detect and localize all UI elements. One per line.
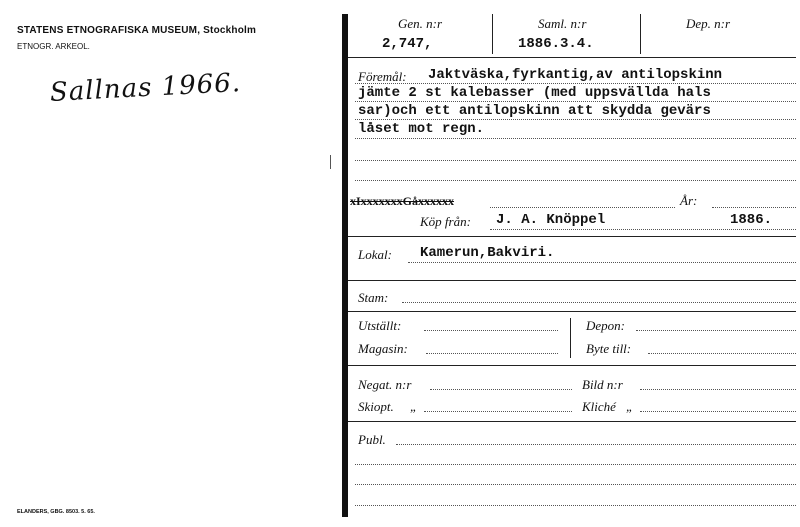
dotted-line [648,353,796,354]
section-rule [348,311,796,312]
dotted-line [355,505,796,506]
dotted-line [355,484,796,485]
section-rule [348,236,796,237]
dotted-line [355,83,796,84]
card-divider [342,14,348,517]
margin-mark [330,155,331,169]
dotted-line [424,411,572,412]
dotted-line [430,389,572,390]
foremal-label: Föremål: [358,69,407,84]
dotted-line [408,262,796,263]
dotted-line [355,464,796,465]
dotted-line [402,302,796,303]
magasin-label: Magasin: [358,341,408,356]
ar-label: År: [680,193,698,208]
publ-label: Publ. [358,432,386,447]
gen-value: 2,747, [382,36,433,52]
lokal-label: Lokal: [358,247,392,262]
utstallt-label: Utställt: [358,318,402,333]
dotted-line [355,160,796,161]
foremal-line-2: jämte 2 st kalebasser (med uppsvällda hals [358,85,711,101]
skiopt-ditto: „ [410,399,418,414]
dotted-line [424,330,558,331]
dotted-line [636,330,796,331]
acq-year: 1886. [730,212,773,228]
gen-label: Gen. n:r [398,16,443,31]
header-separator [640,14,641,54]
dotted-line [426,353,558,354]
depon-label: Depon: [586,318,625,333]
foremal-line-4: låset mot regn. [358,121,485,137]
negat-label: Negat. n:r [358,377,412,392]
dep-label: Dep. n:r [686,16,731,31]
byte-label: Byte till: [586,341,632,356]
section-rule [348,280,796,281]
storage-separator [570,318,571,358]
kop-label: Köp från: [420,214,471,229]
handwritten-note: Sallnas 1966. [49,68,242,108]
lokal-value: Kamerun,Bakviri. [420,245,555,261]
header-separator [492,14,493,54]
bild-label: Bild n:r [582,377,623,392]
dotted-line [640,411,796,412]
foremal-line-1: Jaktväska,fyrkantig,av antilopskinn [428,67,723,83]
kliche-label: Kliché [582,399,616,414]
dotted-line [490,229,796,230]
dotted-line [640,389,796,390]
dotted-line [355,180,796,181]
kliche-ditto: „ [626,399,634,414]
section-rule [348,421,796,422]
saml-label: Saml. n:r [538,16,587,31]
struck-out-field: xIxxxxxxxGåxxxxxx [350,194,455,208]
saml-value: 1886.3.4. [518,36,594,52]
museum-title: STATENS ETNOGRAFISKA MUSEUM, Stockholm [17,25,257,36]
dotted-line [490,207,675,208]
dotted-line [355,138,796,139]
dotted-line [355,101,796,102]
dotted-line [396,444,796,445]
foremal-line-3: sar)och ett antilopskinn att skydda gevärs [358,103,711,119]
dotted-line [355,119,796,120]
department-label: ETNOGR. ARKEOL. [17,42,90,51]
section-rule [348,57,796,58]
kop-value: J. A. Knöppel [496,212,606,228]
section-rule [348,365,796,366]
stam-label: Stam: [358,290,389,305]
dotted-line [712,207,796,208]
skiopt-label: Skiopt. [358,399,394,414]
printer-footer: ELANDERS, GBG. 8503. 5. 65. [17,509,95,515]
